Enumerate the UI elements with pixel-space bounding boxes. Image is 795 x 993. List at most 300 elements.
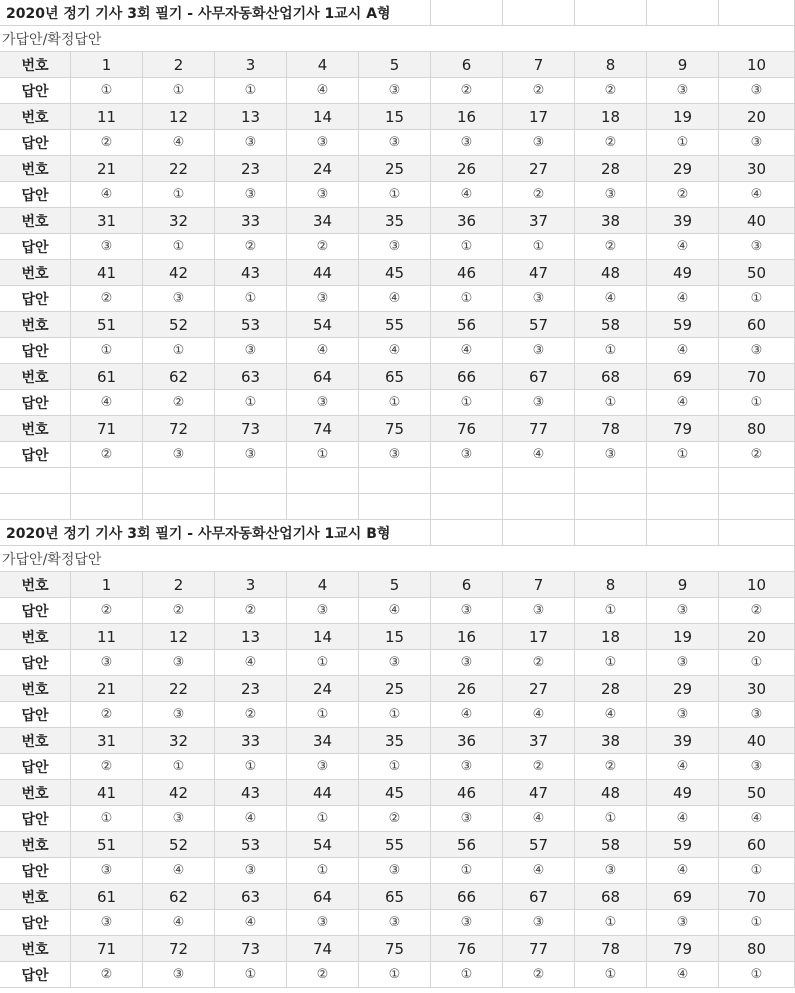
question-number[interactable]: 1 <box>71 52 143 78</box>
answer-value[interactable]: ④ <box>647 390 719 416</box>
answer-value[interactable]: ② <box>575 130 647 156</box>
question-number[interactable]: 4 <box>287 52 359 78</box>
answer-label[interactable]: 답안 <box>0 182 71 208</box>
answer-value[interactable]: ③ <box>287 598 359 624</box>
answer-value[interactable]: ④ <box>431 182 503 208</box>
question-number[interactable]: 24 <box>287 156 359 182</box>
answer-value[interactable]: ② <box>503 182 575 208</box>
answer-value[interactable]: ③ <box>287 182 359 208</box>
question-number[interactable]: 32 <box>143 728 215 754</box>
question-number[interactable]: 63 <box>215 364 287 390</box>
question-number[interactable]: 57 <box>503 832 575 858</box>
question-number[interactable]: 7 <box>503 52 575 78</box>
question-number[interactable]: 49 <box>647 260 719 286</box>
question-number[interactable]: 2 <box>143 572 215 598</box>
empty-cell[interactable] <box>575 520 647 546</box>
question-number[interactable]: 75 <box>359 416 431 442</box>
empty-cell[interactable] <box>719 494 795 520</box>
answer-value[interactable]: ④ <box>647 338 719 364</box>
answer-value[interactable]: ① <box>215 390 287 416</box>
question-number[interactable]: 34 <box>287 208 359 234</box>
question-number[interactable]: 27 <box>503 156 575 182</box>
answer-value[interactable]: ③ <box>719 78 795 104</box>
question-number[interactable]: 13 <box>215 624 287 650</box>
question-number[interactable]: 78 <box>575 416 647 442</box>
empty-cell[interactable] <box>359 468 431 494</box>
answer-value[interactable]: ② <box>359 806 431 832</box>
empty-cell[interactable] <box>575 0 647 26</box>
question-number[interactable]: 72 <box>143 936 215 962</box>
answer-value[interactable]: ④ <box>359 286 431 312</box>
answer-value[interactable]: ③ <box>215 442 287 468</box>
answer-label[interactable]: 답안 <box>0 286 71 312</box>
answer-value[interactable]: ① <box>719 858 795 884</box>
empty-cell[interactable] <box>575 468 647 494</box>
question-number[interactable]: 22 <box>143 156 215 182</box>
question-number[interactable]: 9 <box>647 572 719 598</box>
empty-cell[interactable] <box>215 468 287 494</box>
question-number[interactable]: 29 <box>647 156 719 182</box>
answer-value[interactable]: ② <box>143 390 215 416</box>
question-number[interactable]: 33 <box>215 208 287 234</box>
answer-value[interactable]: ③ <box>647 78 719 104</box>
question-number[interactable]: 12 <box>143 104 215 130</box>
question-number[interactable]: 39 <box>647 728 719 754</box>
sheet-title[interactable]: 2020년 정기 기사 3회 필기 - 사무자동화산업기사 1교시 B형 <box>0 520 431 546</box>
question-number[interactable]: 21 <box>71 156 143 182</box>
question-number[interactable]: 41 <box>71 780 143 806</box>
question-number[interactable]: 6 <box>431 572 503 598</box>
answer-value[interactable]: ③ <box>575 858 647 884</box>
empty-cell[interactable] <box>719 0 795 26</box>
answer-value[interactable]: ③ <box>359 910 431 936</box>
empty-cell[interactable] <box>71 468 143 494</box>
answer-value[interactable]: ③ <box>503 286 575 312</box>
question-number[interactable]: 34 <box>287 728 359 754</box>
question-number[interactable]: 47 <box>503 260 575 286</box>
answer-value[interactable]: ② <box>431 78 503 104</box>
question-number[interactable]: 55 <box>359 832 431 858</box>
answer-value[interactable]: ③ <box>359 130 431 156</box>
answer-value[interactable]: ② <box>71 130 143 156</box>
question-number[interactable]: 58 <box>575 832 647 858</box>
empty-cell[interactable] <box>431 0 503 26</box>
number-label[interactable]: 번호 <box>0 624 71 650</box>
question-number[interactable]: 62 <box>143 884 215 910</box>
question-number[interactable]: 3 <box>215 572 287 598</box>
answer-value[interactable]: ④ <box>71 390 143 416</box>
question-number[interactable]: 28 <box>575 676 647 702</box>
question-number[interactable]: 60 <box>719 312 795 338</box>
answer-value[interactable]: ③ <box>719 702 795 728</box>
question-number[interactable]: 69 <box>647 364 719 390</box>
empty-cell[interactable] <box>503 494 575 520</box>
answer-label[interactable]: 답안 <box>0 442 71 468</box>
empty-cell[interactable] <box>431 494 503 520</box>
answer-value[interactable]: ③ <box>215 858 287 884</box>
answer-value[interactable]: ④ <box>71 182 143 208</box>
answer-label[interactable]: 답안 <box>0 234 71 260</box>
question-number[interactable]: 8 <box>575 572 647 598</box>
answer-value[interactable]: ③ <box>143 650 215 676</box>
answer-value[interactable]: ④ <box>359 598 431 624</box>
answer-value[interactable]: ④ <box>647 806 719 832</box>
answer-value[interactable]: ③ <box>719 338 795 364</box>
question-number[interactable]: 16 <box>431 624 503 650</box>
number-label[interactable]: 번호 <box>0 104 71 130</box>
empty-cell[interactable] <box>647 520 719 546</box>
question-number[interactable]: 73 <box>215 416 287 442</box>
question-number[interactable]: 42 <box>143 780 215 806</box>
question-number[interactable]: 23 <box>215 676 287 702</box>
answer-value[interactable]: ② <box>71 598 143 624</box>
answer-value[interactable]: ① <box>71 338 143 364</box>
answer-label[interactable]: 답안 <box>0 806 71 832</box>
question-number[interactable]: 54 <box>287 312 359 338</box>
answer-value[interactable]: ② <box>71 962 143 988</box>
question-number[interactable]: 79 <box>647 936 719 962</box>
answer-value[interactable]: ③ <box>575 182 647 208</box>
answer-value[interactable]: ① <box>359 754 431 780</box>
answer-label[interactable]: 답안 <box>0 598 71 624</box>
answer-value[interactable]: ① <box>287 442 359 468</box>
number-label[interactable]: 번호 <box>0 312 71 338</box>
answer-value[interactable]: ③ <box>647 702 719 728</box>
answer-value[interactable]: ① <box>431 858 503 884</box>
answer-value[interactable]: ③ <box>143 442 215 468</box>
question-number[interactable]: 80 <box>719 936 795 962</box>
question-number[interactable]: 76 <box>431 416 503 442</box>
answer-value[interactable]: ③ <box>503 910 575 936</box>
answer-value[interactable]: ③ <box>287 390 359 416</box>
answer-value[interactable]: ④ <box>215 910 287 936</box>
number-label[interactable]: 번호 <box>0 416 71 442</box>
question-number[interactable]: 4 <box>287 572 359 598</box>
answer-value[interactable]: ② <box>287 962 359 988</box>
answer-value[interactable]: ③ <box>287 910 359 936</box>
answer-value[interactable]: ① <box>359 962 431 988</box>
question-number[interactable]: 14 <box>287 624 359 650</box>
question-number[interactable]: 15 <box>359 104 431 130</box>
sheet-subtitle[interactable]: 가답안/확정답안 <box>0 546 795 572</box>
question-number[interactable]: 64 <box>287 884 359 910</box>
question-number[interactable]: 66 <box>431 884 503 910</box>
answer-label[interactable]: 답안 <box>0 78 71 104</box>
answer-value[interactable]: ① <box>143 338 215 364</box>
answer-value[interactable]: ④ <box>719 806 795 832</box>
answer-value[interactable]: ② <box>503 962 575 988</box>
question-number[interactable]: 77 <box>503 416 575 442</box>
answer-value[interactable]: ④ <box>503 442 575 468</box>
question-number[interactable]: 1 <box>71 572 143 598</box>
answer-value[interactable]: ③ <box>431 442 503 468</box>
question-number[interactable]: 57 <box>503 312 575 338</box>
answer-value[interactable]: ④ <box>359 338 431 364</box>
empty-cell[interactable] <box>503 468 575 494</box>
empty-cell[interactable] <box>215 494 287 520</box>
empty-cell[interactable] <box>503 0 575 26</box>
question-number[interactable]: 13 <box>215 104 287 130</box>
answer-value[interactable]: ④ <box>503 702 575 728</box>
question-number[interactable]: 31 <box>71 208 143 234</box>
question-number[interactable]: 38 <box>575 728 647 754</box>
answer-value[interactable]: ③ <box>503 598 575 624</box>
answer-value[interactable]: ① <box>647 442 719 468</box>
answer-value[interactable]: ① <box>431 286 503 312</box>
answer-value[interactable]: ① <box>719 910 795 936</box>
answer-value[interactable]: ② <box>503 650 575 676</box>
question-number[interactable]: 31 <box>71 728 143 754</box>
answer-value[interactable]: ③ <box>431 806 503 832</box>
answer-value[interactable]: ③ <box>215 182 287 208</box>
question-number[interactable]: 51 <box>71 312 143 338</box>
question-number[interactable]: 50 <box>719 260 795 286</box>
answer-value[interactable]: ① <box>287 858 359 884</box>
question-number[interactable]: 58 <box>575 312 647 338</box>
question-number[interactable]: 54 <box>287 832 359 858</box>
question-number[interactable]: 18 <box>575 104 647 130</box>
question-number[interactable]: 74 <box>287 416 359 442</box>
answer-label[interactable]: 답안 <box>0 390 71 416</box>
question-number[interactable]: 40 <box>719 728 795 754</box>
question-number[interactable]: 19 <box>647 104 719 130</box>
answer-value[interactable]: ① <box>71 806 143 832</box>
answer-value[interactable]: ③ <box>143 702 215 728</box>
number-label[interactable]: 번호 <box>0 208 71 234</box>
question-number[interactable]: 76 <box>431 936 503 962</box>
number-label[interactable]: 번호 <box>0 572 71 598</box>
answer-value[interactable]: ③ <box>287 754 359 780</box>
question-number[interactable]: 66 <box>431 364 503 390</box>
question-number[interactable]: 80 <box>719 416 795 442</box>
question-number[interactable]: 70 <box>719 364 795 390</box>
answer-label[interactable]: 답안 <box>0 754 71 780</box>
question-number[interactable]: 68 <box>575 884 647 910</box>
answer-value[interactable]: ③ <box>143 286 215 312</box>
empty-cell[interactable] <box>143 468 215 494</box>
question-number[interactable]: 28 <box>575 156 647 182</box>
question-number[interactable]: 29 <box>647 676 719 702</box>
empty-cell[interactable] <box>503 520 575 546</box>
answer-value[interactable]: ④ <box>503 858 575 884</box>
question-number[interactable]: 37 <box>503 208 575 234</box>
answer-value[interactable]: ① <box>575 338 647 364</box>
answer-value[interactable]: ④ <box>215 806 287 832</box>
answer-value[interactable]: ④ <box>215 650 287 676</box>
answer-value[interactable]: ③ <box>647 650 719 676</box>
answer-label[interactable]: 답안 <box>0 130 71 156</box>
answer-value[interactable]: ④ <box>647 962 719 988</box>
question-number[interactable]: 44 <box>287 260 359 286</box>
answer-value[interactable]: ② <box>71 754 143 780</box>
question-number[interactable]: 56 <box>431 832 503 858</box>
question-number[interactable]: 59 <box>647 832 719 858</box>
answer-value[interactable]: ④ <box>287 78 359 104</box>
question-number[interactable]: 69 <box>647 884 719 910</box>
answer-value[interactable]: ③ <box>719 130 795 156</box>
answer-value[interactable]: ① <box>575 910 647 936</box>
answer-value[interactable]: ③ <box>503 390 575 416</box>
answer-value[interactable]: ④ <box>647 234 719 260</box>
answer-value[interactable]: ① <box>287 702 359 728</box>
question-number[interactable]: 52 <box>143 832 215 858</box>
empty-cell[interactable] <box>719 468 795 494</box>
answer-value[interactable]: ② <box>575 78 647 104</box>
answer-value[interactable]: ① <box>287 806 359 832</box>
question-number[interactable]: 41 <box>71 260 143 286</box>
answer-value[interactable]: ③ <box>359 858 431 884</box>
empty-cell[interactable] <box>0 468 71 494</box>
answer-value[interactable]: ④ <box>647 754 719 780</box>
answer-value[interactable]: ③ <box>71 650 143 676</box>
number-label[interactable]: 번호 <box>0 676 71 702</box>
answer-value[interactable]: ④ <box>647 858 719 884</box>
empty-cell[interactable] <box>431 520 503 546</box>
answer-value[interactable]: ③ <box>719 754 795 780</box>
question-number[interactable]: 49 <box>647 780 719 806</box>
empty-cell[interactable] <box>647 494 719 520</box>
answer-value[interactable]: ③ <box>71 910 143 936</box>
answer-value[interactable]: ① <box>503 234 575 260</box>
question-number[interactable]: 67 <box>503 884 575 910</box>
answer-value[interactable]: ④ <box>143 910 215 936</box>
question-number[interactable]: 26 <box>431 676 503 702</box>
question-number[interactable]: 8 <box>575 52 647 78</box>
question-number[interactable]: 56 <box>431 312 503 338</box>
question-number[interactable]: 62 <box>143 364 215 390</box>
question-number[interactable]: 9 <box>647 52 719 78</box>
question-number[interactable]: 2 <box>143 52 215 78</box>
answer-value[interactable]: ① <box>719 650 795 676</box>
question-number[interactable]: 36 <box>431 728 503 754</box>
question-number[interactable]: 51 <box>71 832 143 858</box>
question-number[interactable]: 23 <box>215 156 287 182</box>
empty-cell[interactable] <box>431 468 503 494</box>
sheet-title[interactable]: 2020년 정기 기사 3회 필기 - 사무자동화산업기사 1교시 A형 <box>0 0 431 26</box>
answer-value[interactable]: ④ <box>431 338 503 364</box>
question-number[interactable]: 27 <box>503 676 575 702</box>
number-label[interactable]: 번호 <box>0 780 71 806</box>
answer-value[interactable]: ② <box>71 702 143 728</box>
empty-cell[interactable] <box>287 494 359 520</box>
question-number[interactable]: 7 <box>503 572 575 598</box>
question-number[interactable]: 61 <box>71 364 143 390</box>
question-number[interactable]: 20 <box>719 624 795 650</box>
answer-value[interactable]: ④ <box>143 858 215 884</box>
number-label[interactable]: 번호 <box>0 364 71 390</box>
question-number[interactable]: 22 <box>143 676 215 702</box>
question-number[interactable]: 45 <box>359 260 431 286</box>
answer-value[interactable]: ① <box>215 78 287 104</box>
answer-value[interactable]: ① <box>575 598 647 624</box>
question-number[interactable]: 5 <box>359 572 431 598</box>
answer-value[interactable]: ④ <box>575 286 647 312</box>
question-number[interactable]: 17 <box>503 624 575 650</box>
number-label[interactable]: 번호 <box>0 52 71 78</box>
answer-value[interactable]: ③ <box>431 598 503 624</box>
empty-cell[interactable] <box>71 494 143 520</box>
question-number[interactable]: 46 <box>431 260 503 286</box>
question-number[interactable]: 72 <box>143 416 215 442</box>
answer-value[interactable]: ① <box>71 78 143 104</box>
question-number[interactable]: 74 <box>287 936 359 962</box>
answer-value[interactable]: ③ <box>359 234 431 260</box>
answer-label[interactable]: 답안 <box>0 910 71 936</box>
answer-value[interactable]: ④ <box>287 338 359 364</box>
answer-value[interactable]: ① <box>431 234 503 260</box>
answer-value[interactable]: ③ <box>143 806 215 832</box>
answer-value[interactable]: ③ <box>719 234 795 260</box>
question-number[interactable]: 3 <box>215 52 287 78</box>
question-number[interactable]: 67 <box>503 364 575 390</box>
empty-cell[interactable] <box>719 520 795 546</box>
question-number[interactable]: 48 <box>575 780 647 806</box>
question-number[interactable]: 59 <box>647 312 719 338</box>
question-number[interactable]: 43 <box>215 780 287 806</box>
answer-value[interactable]: ② <box>215 702 287 728</box>
answer-value[interactable]: ① <box>287 650 359 676</box>
answer-value[interactable]: ② <box>143 598 215 624</box>
answer-label[interactable]: 답안 <box>0 858 71 884</box>
question-number[interactable]: 24 <box>287 676 359 702</box>
question-number[interactable]: 35 <box>359 208 431 234</box>
question-number[interactable]: 21 <box>71 676 143 702</box>
question-number[interactable]: 61 <box>71 884 143 910</box>
question-number[interactable]: 70 <box>719 884 795 910</box>
answer-value[interactable]: ③ <box>431 910 503 936</box>
answer-value[interactable]: ③ <box>647 598 719 624</box>
answer-value[interactable]: ① <box>359 390 431 416</box>
answer-value[interactable]: ② <box>647 182 719 208</box>
answer-value[interactable]: ③ <box>287 130 359 156</box>
answer-value[interactable]: ② <box>719 598 795 624</box>
question-number[interactable]: 5 <box>359 52 431 78</box>
answer-value[interactable]: ① <box>575 806 647 832</box>
question-number[interactable]: 36 <box>431 208 503 234</box>
question-number[interactable]: 53 <box>215 312 287 338</box>
question-number[interactable]: 14 <box>287 104 359 130</box>
answer-value[interactable]: ② <box>575 754 647 780</box>
empty-cell[interactable] <box>647 468 719 494</box>
question-number[interactable]: 6 <box>431 52 503 78</box>
empty-cell[interactable] <box>287 468 359 494</box>
question-number[interactable]: 19 <box>647 624 719 650</box>
answer-value[interactable]: ③ <box>359 650 431 676</box>
question-number[interactable]: 10 <box>719 52 795 78</box>
number-label[interactable]: 번호 <box>0 156 71 182</box>
empty-cell[interactable] <box>647 0 719 26</box>
question-number[interactable]: 78 <box>575 936 647 962</box>
answer-value[interactable]: ③ <box>431 130 503 156</box>
empty-cell[interactable] <box>0 494 71 520</box>
question-number[interactable]: 60 <box>719 832 795 858</box>
answer-value[interactable]: ② <box>287 234 359 260</box>
answer-value[interactable]: ① <box>719 962 795 988</box>
answer-value[interactable]: ③ <box>215 130 287 156</box>
answer-value[interactable]: ① <box>431 962 503 988</box>
answer-value[interactable]: ④ <box>719 182 795 208</box>
question-number[interactable]: 68 <box>575 364 647 390</box>
answer-value[interactable]: ① <box>215 286 287 312</box>
answer-value[interactable]: ① <box>719 390 795 416</box>
question-number[interactable]: 32 <box>143 208 215 234</box>
question-number[interactable]: 50 <box>719 780 795 806</box>
answer-value[interactable]: ① <box>215 754 287 780</box>
answer-value[interactable]: ① <box>143 78 215 104</box>
question-number[interactable]: 15 <box>359 624 431 650</box>
question-number[interactable]: 71 <box>71 416 143 442</box>
question-number[interactable]: 65 <box>359 364 431 390</box>
